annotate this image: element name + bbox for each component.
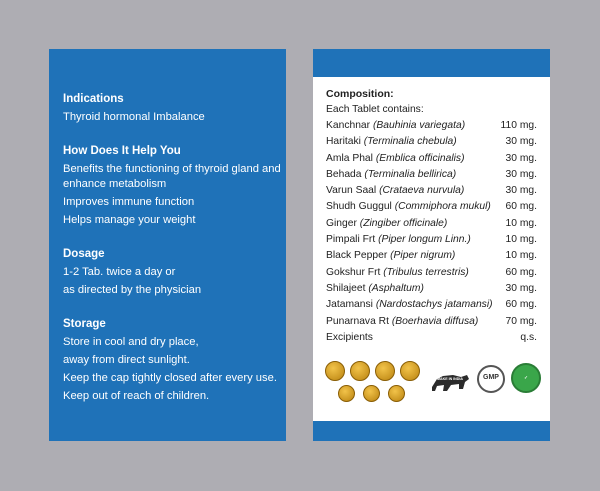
storage-section [63,316,286,404]
ingredient-latin-name: (Bauhinia variegata) [372,120,466,131]
composition-card [313,77,550,421]
ingredient-quantity: 10 mg. [505,234,537,246]
gold-seal-icon [375,361,395,381]
ingredient-name [326,314,478,330]
ingredient-common-name: Kanchnar [326,120,371,131]
ingredient-row [326,314,537,330]
certification-badges [325,359,537,409]
gold-seal-icon [363,385,380,402]
help-line: enhance metabolism [63,178,167,190]
ingredient-common-name: Shilajeet [326,282,366,294]
ingredient-quantity: 30 mg. [505,152,537,164]
storage-line: Store in cool and dry place, [63,336,199,348]
certified-seal-icon: ✓ [511,363,541,393]
ingredient-common-name: Amla Phal [326,152,373,164]
ingredient-name [326,330,373,346]
ingredient-latin-name: (Commiphora mukul) [394,201,491,213]
ingredient-common-name: Haritaki [326,136,361,148]
gold-seal-icon [325,361,345,381]
ingredient-name [326,232,471,248]
ingredient-row [326,216,537,232]
ingredient-name [326,281,424,297]
ingredient-latin-name: (Asphaltum) [368,282,424,294]
ingredient-list [326,118,537,346]
ingredient-latin-name: (Nardostachys jatamansi) [375,299,493,311]
gold-seal-icon [388,385,405,402]
ingredient-name [326,265,469,281]
ingredient-quantity: 70 mg. [505,315,537,327]
gmp-label: GMP [483,374,499,381]
storage-line: Keep out of reach of children. [63,390,210,402]
storage-line: away from direct sunlight. [63,354,190,366]
ingredient-quantity: 110 mg. [500,120,537,131]
ingredient-latin-name: (Piper nigrum) [390,250,456,262]
dosage-line: as directed by the physician [63,284,202,296]
indications-heading: Indications [63,93,124,105]
ingredient-quantity: 30 mg. [505,185,537,197]
make-in-india-text: MAKE IN INDIA [437,377,463,381]
ingredient-row [326,167,537,183]
ingredient-quantity: q.s. [520,331,537,343]
dosage-heading: Dosage [63,248,105,260]
ingredient-latin-name: (Boerhavia diffusa) [391,315,479,327]
dosage-section [63,246,286,298]
composition-title: Composition: [326,88,394,100]
ingredient-quantity: 60 mg. [505,201,537,213]
indications-section [63,91,286,125]
indications-line: Thyroid hormonal Imbalance [63,111,205,123]
ingredient-row [326,281,537,297]
ingredient-row [326,232,537,248]
ingredient-name [326,134,457,150]
ingredient-latin-name: (Tribulus terrestris) [383,266,469,278]
ingredient-row [326,134,537,150]
ingredient-row [326,248,537,264]
ingredient-name [326,216,447,232]
ingredient-name [326,167,456,183]
ingredient-common-name: Jatamansi [326,299,373,311]
ingredient-latin-name: (Emblica officinalis) [375,152,465,164]
ingredient-row [326,183,537,199]
ingredient-quantity: 30 mg. [505,136,537,148]
ingredient-row [326,199,537,215]
ingredient-quantity: 60 mg. [505,299,537,311]
ingredient-name [326,183,464,199]
directions-panel [49,49,286,441]
ingredient-quantity: 30 mg. [505,168,537,180]
ingredient-common-name: Gokshur Frt [326,266,381,278]
ingredient-common-name: Shudh Guggul [326,201,392,213]
ingredient-common-name: Punarnava Rt [326,315,389,327]
help-line: Helps manage your weight [63,214,196,226]
gmp-quality-icon [477,365,505,393]
ingredient-quantity: 30 mg. [505,282,537,294]
ingredient-quantity: 60 mg. [505,266,537,278]
help-heading: How Does It Help You [63,145,181,157]
ingredient-name [326,248,455,264]
ingredient-name [326,199,491,215]
make-in-india-lion-icon [429,367,471,395]
ingredient-latin-name: (Piper longum Linn.) [378,234,471,246]
ingredient-name [326,118,465,134]
help-section [63,143,286,228]
ingredient-common-name: Black Pepper [326,250,388,262]
help-line: Benefits the functioning of thyroid gland and [63,163,281,175]
composition-panel [313,49,550,441]
ingredient-row [326,151,537,167]
ingredient-latin-name: (Terminalia bellirica) [364,168,457,180]
gold-seal-icon [338,385,355,402]
ingredient-common-name: Varun Saal [326,185,377,197]
ingredient-name [326,297,493,313]
ingredient-latin-name: (Crataeva nurvula) [379,185,465,197]
gold-seal-icon [350,361,370,381]
ingredient-latin-name: (Zingiber officinale) [359,217,448,229]
storage-heading: Storage [63,318,106,330]
ingredient-row [326,297,537,313]
ingredient-row [326,265,537,281]
ingredient-row [326,118,537,134]
storage-line: Keep the cap tightly closed after every use. [63,372,277,384]
ingredient-common-name: Ginger [326,217,357,229]
ingredient-common-name: Excipients [326,331,373,343]
composition-subtitle: Each Tablet contains: [326,104,424,115]
ingredient-row [326,330,537,346]
help-line: Improves immune function [63,196,195,208]
ingredient-common-name: Pimpali Frt [326,234,376,246]
gold-seal-icon [400,361,420,381]
ingredient-latin-name: (Terminalia chebula) [363,136,457,148]
ingredient-common-name: Behada [326,168,362,180]
ingredient-quantity: 10 mg. [505,217,537,229]
dosage-line: 1-2 Tab. twice a day or [63,266,176,278]
ingredient-quantity: 10 mg. [505,250,537,262]
ingredient-name [326,151,465,167]
